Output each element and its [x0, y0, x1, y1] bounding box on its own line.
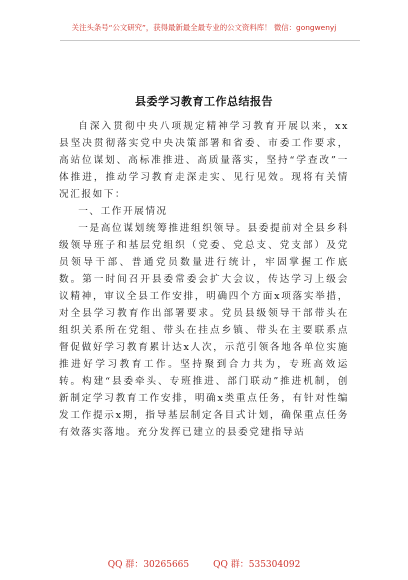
document-body: [59, 118, 349, 441]
intro-paragraph: 自深入贯彻中央八项规定精神学习教育开展以来，xx县坚决贯彻落实党中央决策部署和省委、市委工作要求，高站位谋划、高标准推进、高质量落实，坚持“学查改”一体推进，推动学习教育走深走实、见行见效。现将有关情况汇报如下：: [59, 121, 349, 200]
header-banner: 关注头条号“公文研究”，获得最新最全最专业的公文资料库！ 微信：gongwenyj: [71, 23, 337, 32]
body-paragraph: 一是高位谋划统筹推进组织领导。县委提前对全县乡科级领导班子和基层党组织（党委、党总支、党支部）及党员领导干部、普通党员数量进行统计，牢固掌握工作底数。第一时间召开县委常委会扩大会议，传达学习上级会议精神，审议全县工作安排，明确四个方面x项落实举措，对全县学习教育作出部署要求。党员县级领导干部带头在组织关系所在党组、带头在挂点乡镇、带头在主要联系点督促做好学习教育累计达x人次，示范引领各地各单位实施推进好学习教育工作。坚持聚到合力共为，专班高效运转。构建“县委牵头、专班推进、部门联动”推进机制，创新制定学习教育工作安排，明确x类重点任务，有针对性编发工作提示x期，指导基层制定各目式计划，确保重点任务有效落实落地。充分发挥已建立的县委党建指导站: [59, 223, 349, 438]
footer-contact: [0, 557, 408, 570]
footer-qq-group-1: QQ 群：30265665: [107, 560, 190, 570]
footer-qq-group-2: QQ 群：535304092: [213, 560, 301, 570]
document-title: 县委学习教育工作总结报告: [135, 95, 273, 108]
section-heading: 一、工作开展情况: [78, 206, 168, 217]
header-divider: [60, 40, 360, 41]
